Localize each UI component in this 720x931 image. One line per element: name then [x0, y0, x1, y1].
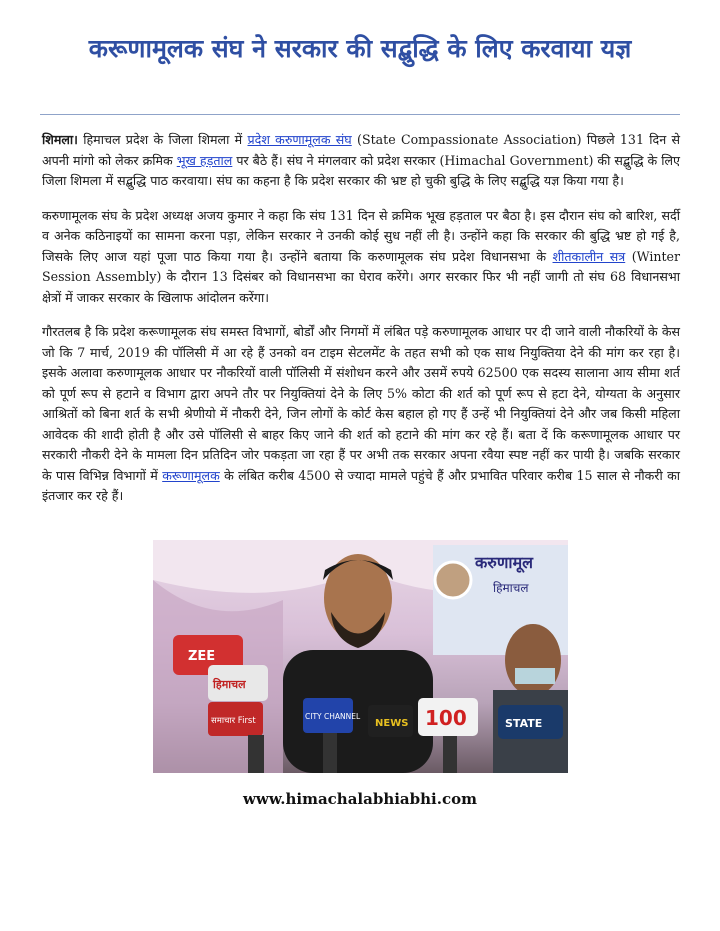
- dateline: शिमला।: [42, 132, 78, 147]
- mic-label-news: NEWS: [375, 718, 409, 729]
- paragraph-3-text-b: के लंबित करीब 4500 से ज्यादा मामले पहुंचे हैं और प्रभावित परिवार करीब 15 साल से नौकरी का इंतजार कर रहे हैं।: [42, 467, 681, 503]
- article-photo: [153, 540, 568, 773]
- bystander-mask: [515, 668, 555, 684]
- paragraph-1-text-c: पर बैठे हैं। संघ ने मंगलवार को प्रदेश सरकार (Himachal Government) की सद्बुद्धि के लिए जिला शिमला में सद्बुद्धि पाठ करवाया। संघ का कहना है कि प्रदेश सरकार की भ्रष्ट हो चुकी बुद्धि के लिए सद्बुद्धि यज्ञ किया गया है।: [42, 152, 680, 188]
- link-karunamoolak[interactable]: करूणामूलक: [162, 467, 220, 483]
- paragraph-2: [42, 206, 680, 309]
- banner-emblem: [435, 562, 471, 598]
- footer-url: www.himachalabhiabhi.com: [243, 790, 477, 808]
- article-title: करूणामूलक संघ ने सरकार की सद्बुद्धि के लिए करवाया यज्ञ: [88, 34, 632, 63]
- banner-text: करुणामूल: [475, 553, 533, 572]
- paragraph-2-text-a: करुणामूलक संघ के प्रदेश अध्यक्ष अजय कुमार ने कहा कि संघ 131 दिन से क्रमिक भूख हड़ताल पर बैठा है। इस दौरान संघ को बारिश, सर्दी व अनेक कठिनाइयों का सामना करना पड़ा, लेकिन सरकार ने उनकी कोई सुध नहीं ली है। उन्होंने कहा कि सरकार की बुद्धि भ्रष्ट हो गई है, जिसके लिए आज यहां पूजा पाठ किया गया है। उन्होंने बताया कि करुणामूलक संघ प्रदेश विधानसभा के: [42, 207, 680, 264]
- mic-label-himachal: हिमाचल: [213, 678, 246, 691]
- paragraph-3-text-a: गौरतलब है कि प्रदेश करूणामूलक संघ समस्त विभागों, बोर्डों और निगमों में लंबित पड़े करुणामूलक आधार पर दी जाने वाली नौकरियों के केस जो कि 7 मार्च, 2019 की पॉलिसी में आ रहे हैं उनको वन टाइम सेटलमेंट के तहत सभी को एक साथ नियुक्तिया देने की मांग कर रहा है। इसके अलावा करुणामूलक आधार पर नौकरियों वाली पॉलिसी में संशोधन करने और उसमें रुपये 62500 एक सदस्य सालाना आय सीमा शर्त को पूर्ण रूप से हटाने व विभाग द्वारा अपने तौर पर नियुक्तियां देने के लिए 5% कोटा की शर्त को पूर्ण रूप से हटा देने, योग्यता के अनुसार आश्रितों को बिना शर्त के सभी श्रेणीयो में नौकरी देने, जिन लोगों के कोर्ट केस बहाल हो गए हैं उन्हें भी नियुक्तियां देने और जब किसी महिला आवेदक की शादी होती है और उसे पॉलिसी से बाहर किए जाने की शर्त को हटाने की मांग कर रहे हैं। बता दें कि करूणामूलक आधार पर सरकारी नौकरी देने के मामला दिन प्रतिदिन जोर पकड़ता जा रहा हैं पर अभी तक सरकार अपना रवैया स्पष्ट नहीं कर पायी है। जबकि सरकार के पास विभिन्न विभागों में: [42, 324, 680, 483]
- paragraph-1-text-b: (State Compassionate Association) पिछले 131 दिन से अपनी मांगो को लेकर क्रमिक: [42, 132, 680, 168]
- bystander-face: [505, 624, 561, 696]
- mic-label-state: STATE: [505, 717, 543, 730]
- link-winter-session[interactable]: शीतकालीन सत्र: [552, 248, 626, 264]
- mic-label-zee: ZEE: [188, 649, 216, 664]
- mic-label-samachar: समाचार First: [211, 716, 256, 726]
- banner-subtext: हिमाचल: [493, 581, 529, 595]
- mic-label-100: 100: [425, 706, 467, 730]
- link-compassionate-association[interactable]: प्रदेश करुणामूलक संघ: [247, 132, 352, 147]
- mic-handle-2: [323, 733, 337, 773]
- paragraph-1-text-a: हिमाचल प्रदेश के जिला शिमला में: [77, 132, 248, 147]
- mic-handle-3: [443, 736, 457, 773]
- paragraph-1: [42, 130, 680, 192]
- link-hunger-strike[interactable]: भूख हड़ताल: [176, 152, 233, 168]
- title-divider: [40, 114, 680, 115]
- paragraph-3: [42, 322, 680, 507]
- mic-label-city: CITY CHANNEL: [305, 712, 361, 721]
- mic-handle-1: [248, 735, 264, 773]
- photo-illustration: [153, 540, 568, 773]
- article-body: [42, 130, 680, 521]
- paragraph-2-text-b: (Winter Session Assembly) के दौरान 13 दिसंबर को विधानसभा का घेराव करेंगे। अगर सरकार फिर भी नहीं जागी तो संघ 68 विधानसभा क्षेत्रों में जाकर सरकार के खिलाफ आंदोलन करेंगा।: [42, 248, 681, 305]
